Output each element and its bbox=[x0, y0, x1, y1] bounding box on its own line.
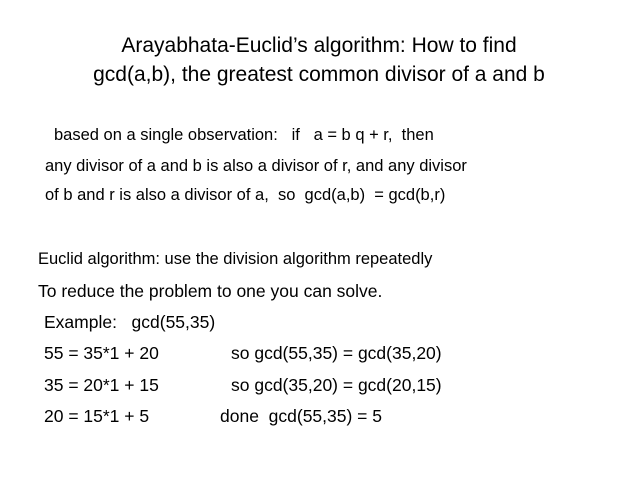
slide-title-line-2: gcd(a,b), the greatest common divisor of a and b bbox=[93, 63, 545, 86]
euclid-line-2: To reduce the problem to one you can solve. bbox=[38, 281, 383, 301]
example-step-1-equation: 55 = 35*1 + 20 bbox=[44, 343, 159, 363]
example-step-2-equation: 35 = 20*1 + 15 bbox=[44, 375, 159, 395]
observation-line-2: any divisor of a and b is also a divisor of r, and any divisor bbox=[45, 157, 467, 175]
observation-line-1: based on a single observation: if a = b q + r, then bbox=[54, 126, 434, 144]
euclid-line-1: Euclid algorithm: use the division algorithm repeatedly bbox=[38, 250, 433, 268]
example-heading: Example: gcd(55,35) bbox=[44, 312, 216, 332]
slide-title-line-1: Arayabhata-Euclid’s algorithm: How to find bbox=[121, 34, 517, 57]
example-step-3-conclusion: done gcd(55,35) = 5 bbox=[220, 406, 382, 426]
observation-line-3: of b and r is also a divisor of a, so gcd(a,b) = gcd(b,r) bbox=[45, 186, 446, 204]
example-step-2-conclusion: so gcd(35,20) = gcd(20,15) bbox=[231, 375, 442, 395]
example-step-1-conclusion: so gcd(55,35) = gcd(35,20) bbox=[231, 343, 442, 363]
example-step-3-equation: 20 = 15*1 + 5 bbox=[44, 406, 150, 426]
